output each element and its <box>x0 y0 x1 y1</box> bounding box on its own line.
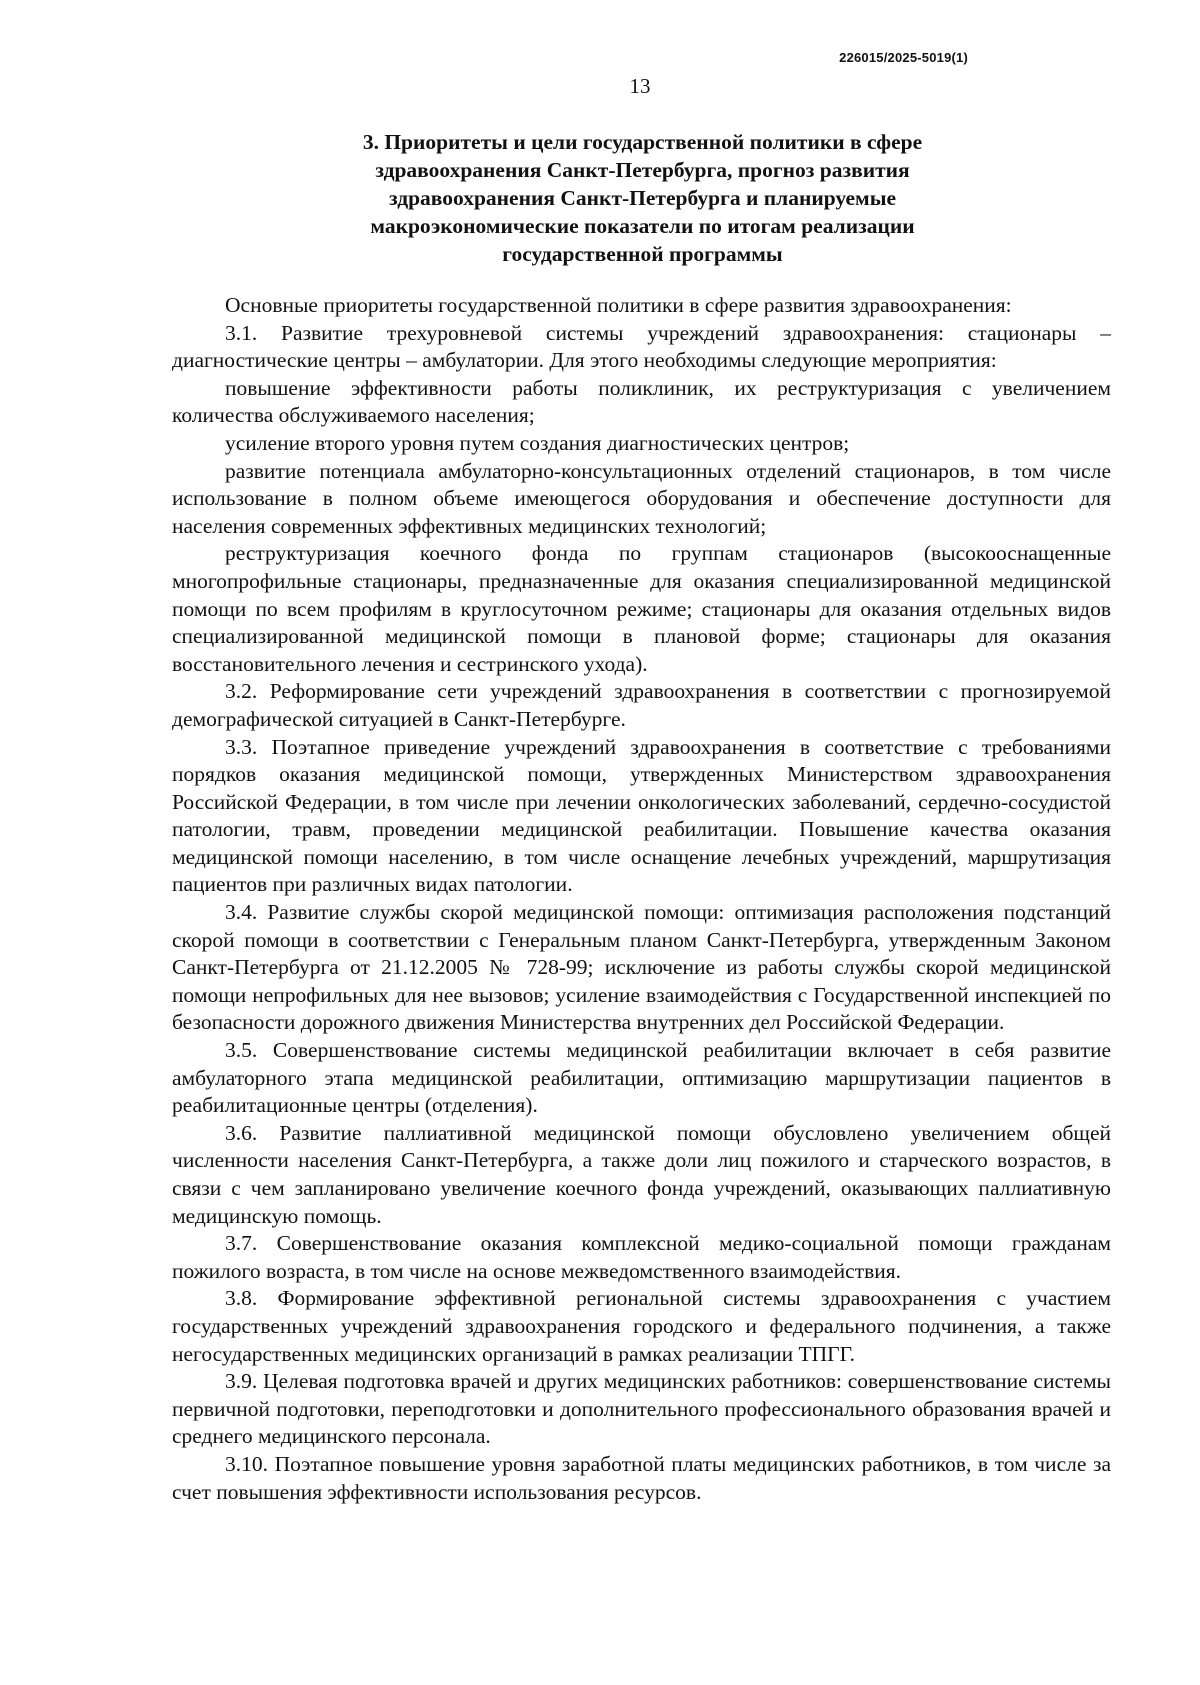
section-title-line: 3. Приоритеты и цели государственной политики в сфере <box>362 130 923 154</box>
paragraph-measure-outpatient: развитие потенциала амбулаторно-консультационных отделений стационаров, в том числе использование в полном объеме имеющегося оборудования и обеспечение доступности для населения современных эффективных медицинских технологий; <box>172 458 1111 538</box>
paragraph-3-6: 3.6. Развитие паллиативной медицинской помощи обусловлено увеличением общей численности населения Санкт-Петербурга, а также доли лиц пожилого и старческого возрастов, в связи с чем запланировано увеличение коечного фонда учреждений, оказывающих паллиативную медицинскую помощь. <box>172 1120 1111 1228</box>
section-title-line: государственной программы <box>502 242 783 266</box>
paragraph-3-9: 3.9. Целевая подготовка врачей и других медицинских работников: совершенствование системы первичной подготовки, переподготовки и дополнительного профессионального образования врачей и среднего медицинского персонала. <box>172 1369 1111 1449</box>
paragraph-3-7: 3.7. Совершенствование оказания комплексной медико-социальной помощи гражданам пожилого возраста, в том числе на основе межведомственного взаимодействия. <box>172 1231 1111 1283</box>
section-title-line: здравоохранения Санкт-Петербурга, прогноз развития <box>375 158 910 182</box>
section-title-line: здравоохранения Санкт-Петербурга и планируемые <box>388 186 897 210</box>
paragraph-3-1: 3.1. Развитие трехуровневой системы учреждений здравоохранения: стационары – диагностические центры – амбулатории. Для этого необходимы следующие мероприятия: <box>172 320 1111 373</box>
paragraph-3-5: 3.5. Совершенствование системы медицинской реабилитации включает в себя развитие амбулаторного этапа медицинской реабилитации, оптимизацию маршрутизации пациентов в реабилитационные центры (отделения). <box>172 1038 1111 1118</box>
section-title-line: макроэкономические показатели по итогам реализации <box>370 214 915 238</box>
paragraph-3-3: 3.3. Поэтапное приведение учреждений здравоохранения в соответствие с требованиями порядков оказания медицинской помощи, утвержденных Министерством здравоохранения Российской Федерации, в том числе при лечении онкологических заболеваний, сердечно-сосудистой патологии, травм, проведении медицинской реабилитации. Повышение качества оказания медицинской помощи населению, в том числе оснащение лечебных учреждений, маршрутизация пациентов при различных видах патологии. <box>172 734 1111 897</box>
page-number: 13 <box>629 74 651 98</box>
paragraph-3-2: 3.2. Реформирование сети учреждений здравоохранения в соответствии с прогнозируемой демографической ситуацией в Санкт-Петербурге. <box>172 679 1111 731</box>
paragraph-3-4: 3.4. Развитие службы скорой медицинской помощи: оптимизация расположения подстанций скорой помощи в соответствии с Генеральным планом Санкт-Петербурга, утвержденным Законом Санкт-Петербурга от 21.12.2005 № 728-99; исключение из работы службы скорой медицинской помощи непрофильных для нее вызовов; усиление взаимодействия с Государственной инспекцией по безопасности дорожного движения Министерства внутренних дел Российской Федерации. <box>172 900 1111 1035</box>
paragraph-measure-bed-fund: реструктуризация коечного фонда по группам стационаров (высокооснащенные многопрофильные стационары, предназначенные для оказания специализированной медицинской помощи по всем профилям в круглосуточном режиме; стационары для оказания отдельных видов специализированной медицинской помощи в плановой форме; стационары для оказания восстановительного лечения и сестринского ухода). <box>172 541 1111 676</box>
paragraph-intro: Основные приоритеты государственной политики в сфере развития здравоохранения: <box>225 293 1012 317</box>
body-text <box>172 292 1111 1506</box>
paragraph-measure-polyclinics: повышение эффективности работы поликлиник, их реструктуризация с увеличением количества обслуживаемого населения; <box>172 375 1111 428</box>
paragraph-3-10: 3.10. Поэтапное повышение уровня заработной платы медицинских работников, в том числе за счет повышения эффективности использования ресурсов. <box>172 1451 1111 1504</box>
document-number: 226015/2025-5019(1) <box>839 50 968 65</box>
paragraph-measure-second-level: усиление второго уровня путем создания диагностических центров; <box>225 430 850 455</box>
section-title <box>300 128 985 268</box>
paragraph-3-8: 3.8. Формирование эффективной региональной системы здравоохранения с участием государственных учреждений здравоохранения городского и федерального подчинения, а также негосударственных медицинских организаций в рамках реализации ТПГГ. <box>172 1286 1111 1366</box>
